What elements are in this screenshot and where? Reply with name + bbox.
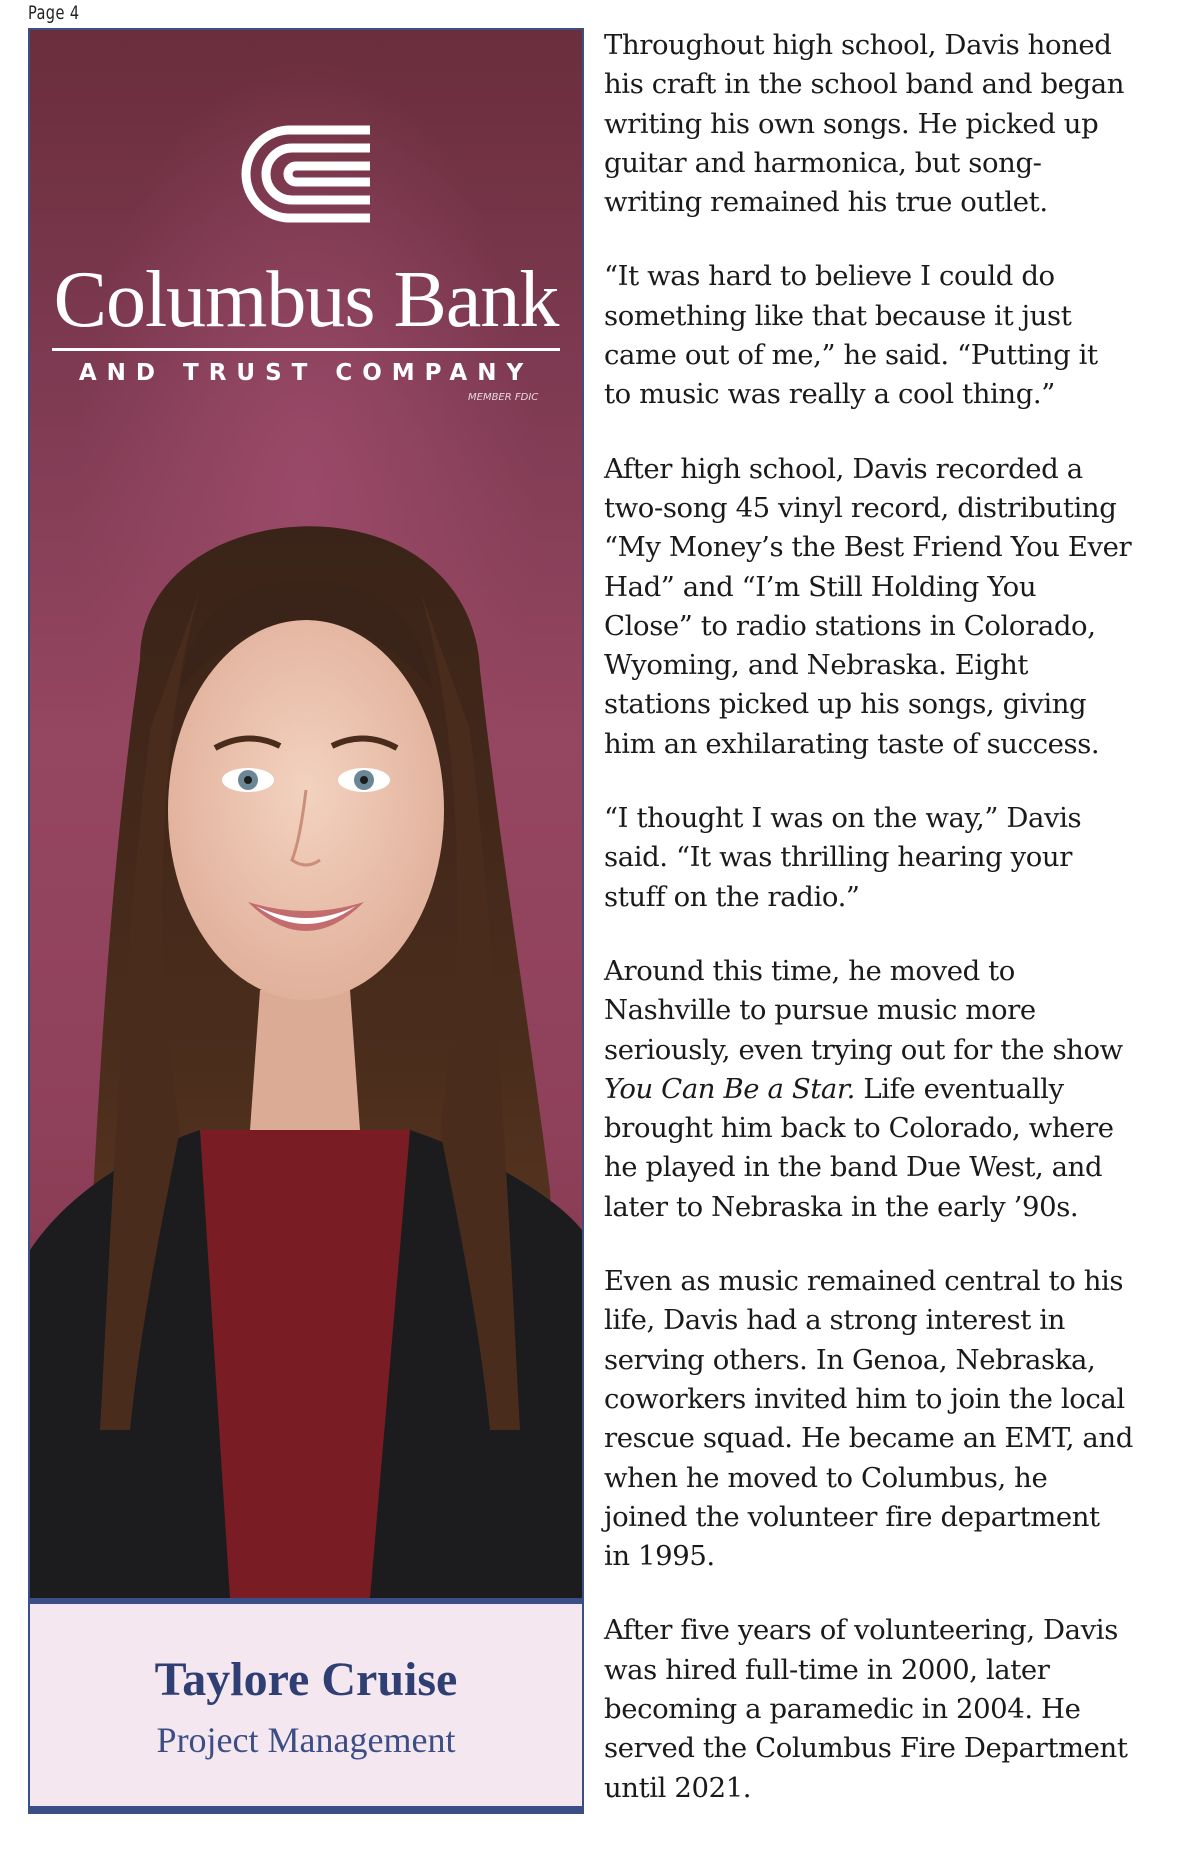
text-line: stuff on the radio.” (604, 880, 860, 913)
text-line: him an exhilarating taste of success. (604, 727, 1100, 760)
text-line: Close” to radio stations in Colorado, (604, 609, 1096, 642)
ad-bottom-border (30, 1806, 582, 1812)
text-line: life, Davis had a strong interest in (604, 1304, 1065, 1337)
text-line: was hired full-time in 2000, later (604, 1653, 1050, 1686)
text-line: writing remained his true outlet. (604, 186, 1048, 219)
article-paragraph (604, 1611, 1176, 1807)
text-line: rescue squad. He became an EMT, and (604, 1422, 1133, 1455)
article-paragraph (604, 257, 1176, 414)
text-line: Nashville to pursue music more (604, 994, 1036, 1027)
article-paragraph (604, 450, 1176, 764)
text-fragment: Life eventually (854, 1072, 1064, 1105)
text-line: said. “It was thrilling hearing your (604, 841, 1072, 874)
text-line: seriously, even trying out for the show (604, 1033, 1123, 1066)
text-line: his craft in the school band and began (604, 68, 1125, 101)
text-line: stations picked up his songs, giving (604, 688, 1087, 721)
text-line: guitar and harmonica, but song- (604, 146, 1042, 179)
article-paragraph (604, 1262, 1176, 1576)
employee-name: Taylore Cruise (154, 1653, 458, 1706)
bank-name: Columbus Bank (53, 256, 559, 344)
text-line: Even as music remained central to his (604, 1265, 1124, 1298)
text-line: serving others. In Genoa, Nebraska, (604, 1343, 1096, 1376)
text-line: came out of me,” he said. “Putting it (604, 339, 1098, 372)
text-line: joined the volunteer fire department (604, 1500, 1100, 1533)
text-line: he played in the band Due West, and (604, 1151, 1103, 1184)
text-line: becoming a paramedic in 2004. He (604, 1692, 1081, 1725)
text-line: served the Columbus Fire Department (604, 1732, 1128, 1765)
text-line: “I thought I was on the way,” Davis (604, 802, 1082, 835)
text-line: After five years of volunteering, Davis (604, 1614, 1118, 1647)
article-paragraph (604, 26, 1176, 222)
ad-background (30, 30, 582, 1598)
text-line: brought him back to Colorado, where (604, 1112, 1114, 1145)
article-paragraph (604, 952, 1176, 1227)
text-line: writing his own songs. He picked up (604, 107, 1099, 140)
text-line: coworkers invited him to join the local (604, 1382, 1125, 1415)
text-line: Throughout high school, Davis honed (604, 29, 1112, 61)
text-line: something like that because it just (604, 299, 1072, 332)
article-body (604, 26, 1176, 1843)
text-line: Had” and “I’m Still Holding You (604, 570, 1037, 603)
ad-caption (30, 1598, 582, 1814)
text-line: “It was hard to believe I could do (604, 260, 1055, 293)
employee-portrait (30, 430, 582, 1598)
member-fdic-note: MEMBER FDIC (468, 392, 539, 403)
text-line (604, 1070, 1176, 1109)
text-line: when he moved to Columbus, he (604, 1461, 1048, 1494)
bank-logo (30, 90, 582, 403)
columbus-bank-logo-mark (230, 120, 380, 228)
text-line: in 1995. (604, 1540, 715, 1573)
text-line: until 2021. (604, 1771, 752, 1804)
logo-divider (52, 348, 560, 351)
article-paragraph (604, 799, 1176, 917)
text-line: After high school, Davis recorded a (604, 452, 1083, 485)
show-title: You Can Be a Star. (604, 1072, 855, 1105)
employee-title: Project Management (156, 1720, 456, 1760)
text-line: Wyoming, and Nebraska. Eight (604, 649, 1029, 682)
text-line: Around this time, he moved to (604, 954, 1015, 987)
bank-advertisement (28, 28, 584, 1814)
text-line: “My Money’s the Best Friend You Ever (604, 531, 1132, 564)
text-line: two-song 45 vinyl record, distributing (604, 491, 1117, 524)
text-line: to music was really a cool thing.” (604, 378, 1055, 411)
page-number: Page 4 (28, 2, 80, 24)
text-line: later to Nebraska in the early ’90s. (604, 1190, 1079, 1223)
bank-subtitle: AND TRUST COMPANY (78, 360, 534, 386)
